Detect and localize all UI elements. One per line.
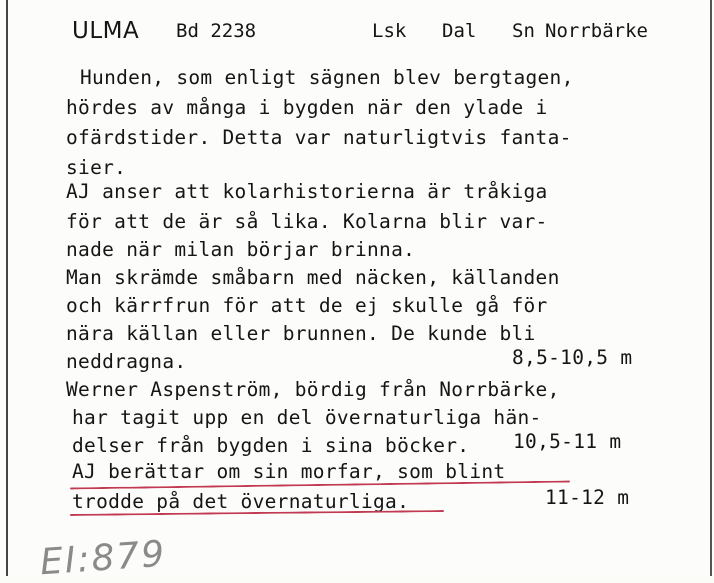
archive-name: ULMA	[72, 18, 140, 44]
text-line-11: neddragna.	[66, 350, 187, 373]
landskap-value: Dal	[442, 20, 477, 42]
landskap-label: Lsk	[372, 20, 407, 42]
timing-1: 8,5-10,5 m	[512, 346, 633, 369]
text-line-10: nära källan eller brunnen. De kunde bli	[66, 322, 536, 345]
text-line-3: ofärdstider. Detta var naturligtvis fanta-	[66, 126, 572, 149]
text-line-6: för att de är så lika. Kolarna blir var-	[66, 210, 548, 233]
socken-value: Norrbärke	[545, 20, 648, 42]
text-line-12: Werner Aspenström, bördig från Norrbärke,	[66, 378, 560, 401]
timing-2: 10,5-11 m	[513, 430, 622, 453]
text-line-9: och kärrfrun för att de ej skulle gå för	[66, 294, 548, 317]
text-line-5: AJ anser att kolarhistorierna är tråkiga	[66, 180, 548, 203]
text-line-16: trodde på det övernaturliga.	[72, 490, 410, 513]
text-line-13: har tagit upp en del övernaturliga hän-	[72, 406, 542, 429]
text-line-14: delser från bygden i sina böcker.	[72, 434, 470, 457]
socken-label: Sn	[512, 20, 535, 42]
text-line-15: AJ berättar om sin morfar, som blint	[72, 460, 506, 483]
card-header	[0, 16, 714, 50]
card-left-edge	[6, 0, 8, 576]
text-line-4: sier.	[66, 156, 127, 179]
card-right-edge	[710, 0, 712, 576]
text-line-7: nade när milan börjar brinna.	[66, 238, 416, 261]
text-line-8: Man skrämde småbarn med näcken, källanden	[66, 266, 560, 289]
text-line-2: hördes av många i bygden när den ylade i	[66, 96, 548, 119]
timing-3: 11-12 m	[545, 486, 630, 509]
handwritten-signum: EI:879	[38, 533, 168, 583]
volume-number: Bd 2238	[176, 20, 257, 42]
text-line-1: Hunden, som enligt sägnen blev bergtagen,	[80, 66, 574, 89]
